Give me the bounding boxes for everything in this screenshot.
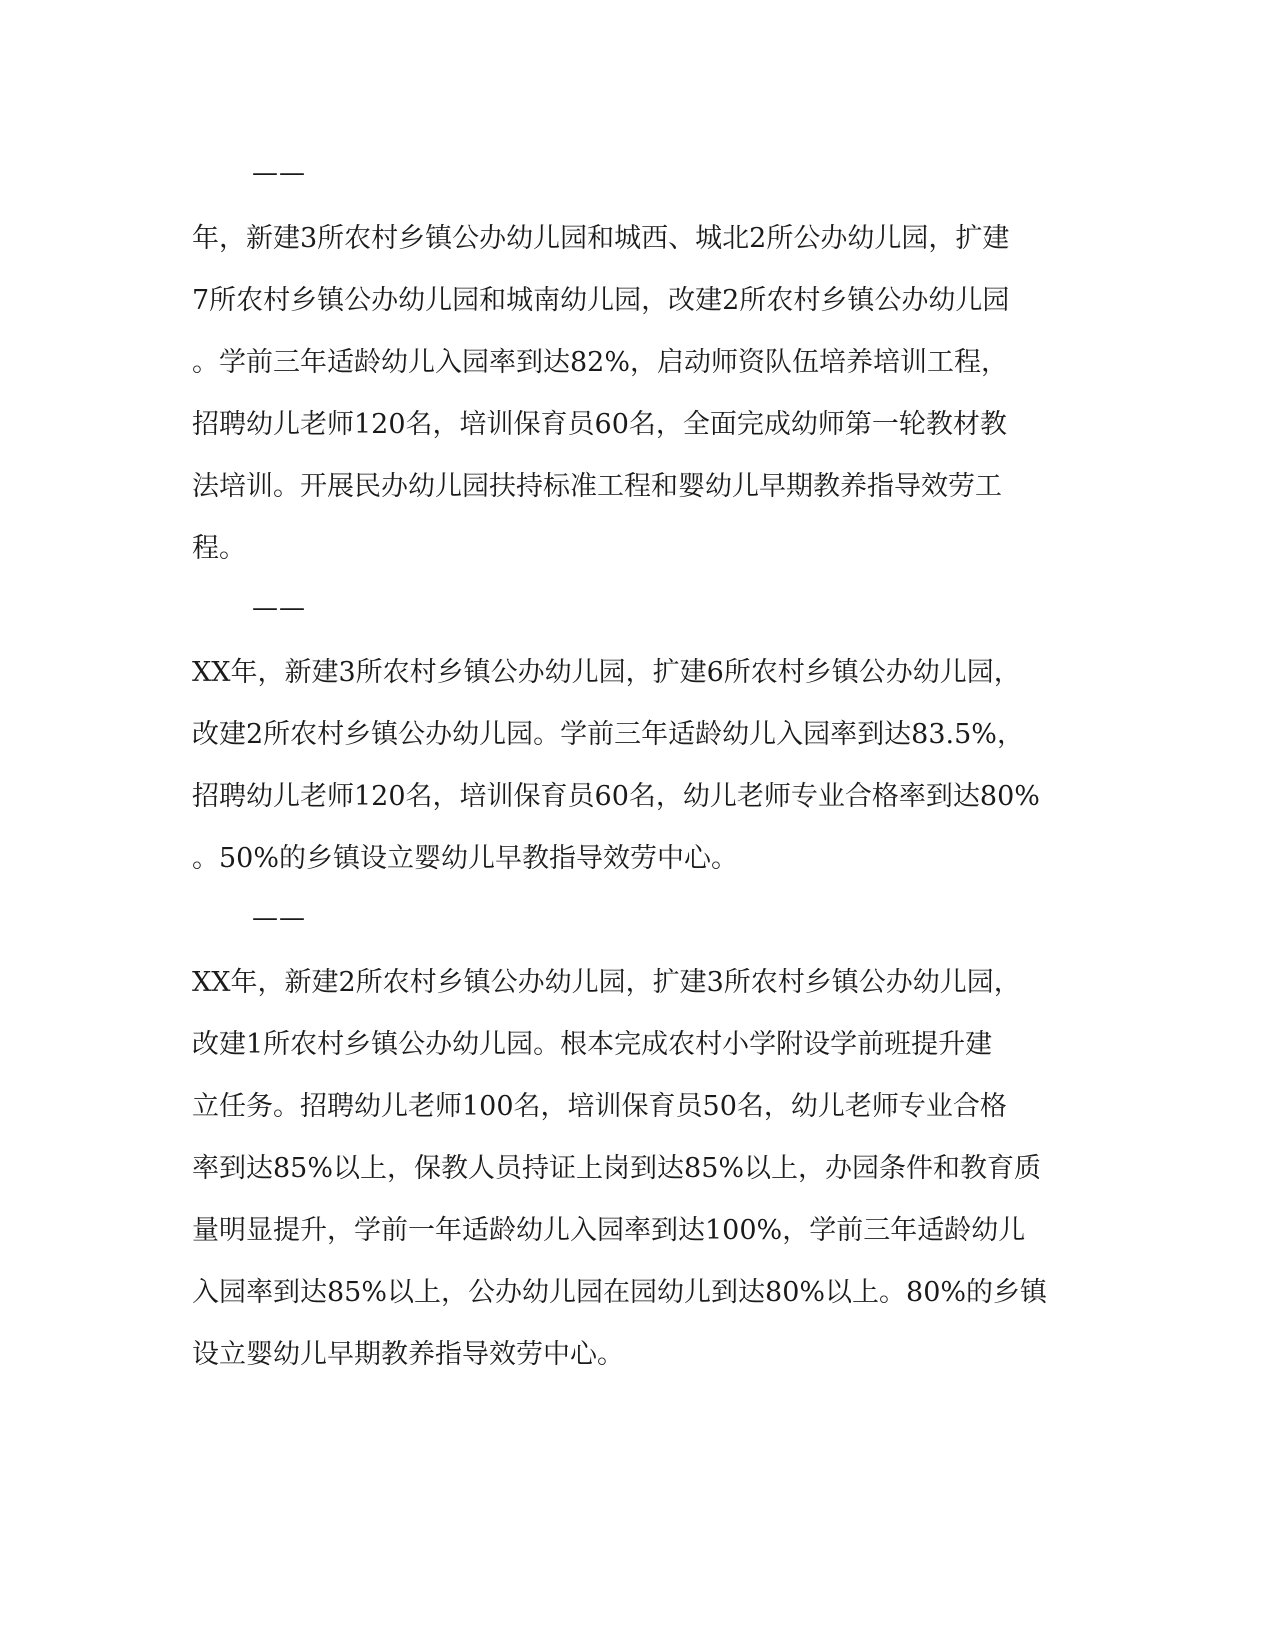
- section-1-line-4: 招聘幼儿老师120名，培训保育员60名，全面完成幼师第一轮教材教: [192, 409, 1007, 440]
- section-1-line-2: 7所农村乡镇公办幼儿园和城南幼儿园，改建2所农村乡镇公办幼儿园: [192, 285, 1010, 316]
- section-3-line-1: XX年，新建2所农村乡镇公办幼儿园，扩建3所农村乡镇公办幼儿园，: [192, 967, 1021, 998]
- section-2-line-2: 改建2所农村乡镇公办幼儿园。学前三年适龄幼儿入园率到达83.5%，: [192, 719, 1024, 750]
- section-3-marker: ——: [252, 903, 306, 933]
- section-2-line-1: XX年，新建3所农村乡镇公办幼儿园，扩建6所农村乡镇公办幼儿园，: [192, 657, 1021, 688]
- section-2-line-3: 招聘幼儿老师120名，培训保育员60名，幼儿老师专业合格率到达80%: [192, 781, 1040, 812]
- section-1-line-1: 年，新建3所农村乡镇公办幼儿园和城西、城北2所公办幼儿园，扩建: [192, 223, 1010, 254]
- section-1-marker: ——: [252, 158, 306, 188]
- section-3-line-2: 改建1所农村乡镇公办幼儿园。根本完成农村小学附设学前班提升建: [192, 1029, 993, 1060]
- section-3-line-4: 率到达85%以上，保教人员持证上岗到达85%以上，办园条件和教育质: [192, 1153, 1042, 1184]
- section-1-line-6: 程。: [192, 533, 246, 564]
- section-2-marker: ——: [252, 593, 306, 623]
- section-1-line-3: 。学前三年适龄幼儿入园率到达82%，启动师资队伍培养培训工程，: [192, 347, 1009, 378]
- section-3-line-6: 入园率到达85%以上，公办幼儿园在园幼儿到达80%以上。80%的乡镇: [192, 1277, 1048, 1308]
- section-3-line-5: 量明显提升，学前一年适龄幼儿入园率到达100%，学前三年适龄幼儿: [192, 1215, 1026, 1246]
- section-3-line-3: 立任务。招聘幼儿老师100名，培训保育员50名，幼儿老师专业合格: [192, 1091, 1007, 1122]
- section-3-line-7: 设立婴幼儿早期教养指导效劳中心。: [192, 1339, 624, 1370]
- section-2-line-4: 。50%的乡镇设立婴幼儿早教指导效劳中心。: [192, 843, 739, 874]
- section-1-line-5: 法培训。开展民办幼儿园扶持标准工程和婴幼儿早期教养指导效劳工: [192, 471, 1002, 502]
